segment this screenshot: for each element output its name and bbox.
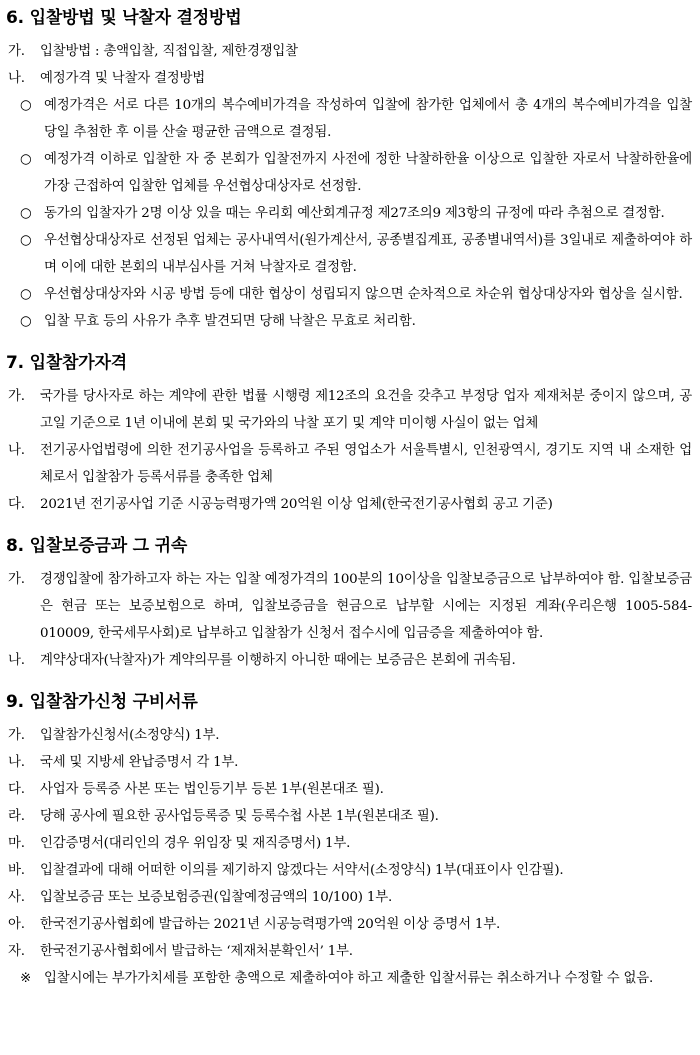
s9-item-ra: 라. 당해 공사에 필요한 공사업등록증 및 등록수첩 사본 1부(원본대조 필). xyxy=(8,809,439,824)
circle-bullet-icon: ○ xyxy=(20,98,32,113)
circle-bullet-icon: ○ xyxy=(20,287,32,302)
s6-bullet-2: ○ 예정가격 이하로 입찰한 자 중 본회가 입찰전까지 사전에 정한 낙찰하한율 이상으로 입찰한 자로서 낙찰하한율에 가장 근접하여 입찰한 업체를 우선협상대상자로 선정함. xyxy=(0,146,700,200)
s9-item-da: 다. 사업자 등록증 사본 또는 법인등기부 등본 1부(원본대조 필). xyxy=(8,782,384,797)
section-8 xyxy=(0,534,700,674)
circle-bullet-icon: ○ xyxy=(20,206,32,221)
s7-item-da: 다. 2021년 전기공사업 기준 시공능력평가액 20억원 이상 업체(한국전기공사협회 공고 기준) xyxy=(8,497,553,512)
s9-item-na: 나. 국세 및 지방세 완납증명서 각 1부. xyxy=(8,755,239,770)
section-7-title: 7. 입찰참가자격 xyxy=(6,353,127,373)
s9-item-ga: 가. 입찰참가신청서(소정양식) 1부. xyxy=(8,728,220,743)
section-8-title: 8. 입찰보증금과 그 귀속 xyxy=(6,536,188,556)
s9-item-ma: 마. 인감증명서(대리인의 경우 위임장 및 재직증명서) 1부. xyxy=(8,836,351,851)
s6-bullet-3: ○ 동가의 입찰자가 2명 이상 있을 때는 우리회 예산회계규정 제27조의9 제3항의 규정에 따라 추첨으로 결정함. xyxy=(0,200,700,227)
circle-bullet-icon: ○ xyxy=(20,152,32,167)
section-9-title: 9. 입찰참가신청 구비서류 xyxy=(6,692,198,712)
s6-bullet-1: ○ 예정가격은 서로 다른 10개의 복수예비가격을 작성하여 입찰에 참가한 업체에서 총 4개의 복수예비가격을 입찰 당일 추첨한 후 이를 산술 평균한 금액으로 결정됨. xyxy=(0,92,700,146)
circle-bullet-icon: ○ xyxy=(20,314,32,329)
s6-item-na: 나. 예정가격 및 낙찰자 결정방법 xyxy=(8,71,205,86)
section-6-title: 6. 입찰방법 및 낙찰자 결정방법 xyxy=(6,8,242,28)
s9-note: ※ 입찰시에는 부가가치세를 포함한 총액으로 제출하여야 하고 제출한 입찰서류는 취소하거나 수정할 수 없음. xyxy=(0,965,700,992)
s9-item-ja: 자. 한국전기공사협회에서 발급하는 ‘제재처분확인서’ 1부. xyxy=(8,944,353,959)
circle-bullet-icon: ○ xyxy=(20,233,32,248)
s9-item-ba: 바. 입찰결과에 대해 어떠한 이의를 제기하지 않겠다는 서약서(소정양식) 1부(대표이사 인감필). xyxy=(8,863,564,878)
s9-item-a: 아. 한국전기공사협회에 발급하는 2021년 시공능력평가액 20억원 이상 증명서 1부. xyxy=(8,917,501,932)
s8-item-na: 나. 계약상대자(낙찰자)가 계약의무를 이행하지 아니한 때에는 보증금은 본회에 귀속됨. xyxy=(8,653,516,668)
reference-mark-icon: ※ xyxy=(20,971,32,986)
s6-bullet-6: ○ 입찰 무효 등의 사유가 추후 발견되면 당해 낙찰은 무효로 처리함. xyxy=(0,308,700,335)
section-9 xyxy=(0,690,700,992)
s9-item-sa: 사. 입찰보증금 또는 보증보험증권(입찰예정금액의 10/100) 1부. xyxy=(8,890,393,905)
section-6 xyxy=(0,0,700,335)
s6-item-ga: 가. 입찰방법 : 총액입찰, 직접입찰, 제한경쟁입찰 xyxy=(8,44,298,59)
s6-bullet-5: ○ 우선협상대상자와 시공 방법 등에 대한 협상이 성립되지 않으면 순차적으로 차순위 협상대상자와 협상을 실시함. xyxy=(0,281,700,308)
s8-item-ga: 가. 경쟁입찰에 참가하고자 하는 자는 입찰 예정가격의 100분의 10이상을 입찰보증금으로 납부하여야 함. 입찰보증금은 현금 또는 보증보험으로 하며, 입찰보증금을 현금으로 납부할 시에는 지정된 계좌(우리은행 1005-584-010009, 한국세무사회)로 납부하고 입찰참가 신청서 접수시에 입금증을 제출하여야 함. xyxy=(8,572,692,641)
section-7 xyxy=(0,351,700,518)
s7-item-na: 나. 전기공사업법령에 의한 전기공사업을 등록하고 주된 영업소가 서울특별시, 인천광역시, 경기도 지역 내 소재한 업체로서 입찰참가 등록서류를 충족한 업체 xyxy=(8,443,692,485)
s7-item-ga: 가. 국가를 당사자로 하는 계약에 관한 법률 시행령 제12조의 요건을 갖추고 부정당 업자 제재처분 중이지 않으며, 공고일 기준으로 1년 이내에 본회 및 국가와의 낙찰 포기 및 계약 미이행 사실이 없는 업체 xyxy=(8,389,692,431)
s6-bullet-4: ○ 우선협상대상자로 선정된 업체는 공사내역서(원가계산서, 공종별집계표, 공종별내역서)를 3일내로 제출하여야 하며 이에 대한 본회의 내부심사를 거쳐 낙찰자로 결정함. xyxy=(0,227,700,281)
